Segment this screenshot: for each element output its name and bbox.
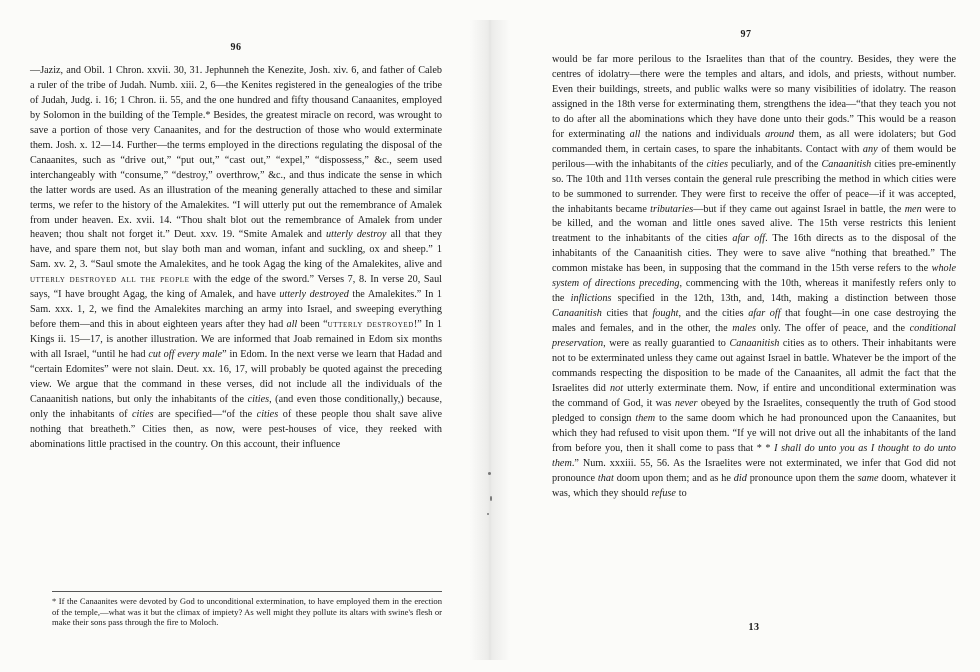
italic-text: never <box>674 397 698 409</box>
body-text-segment: been “ <box>297 319 328 331</box>
body-text-segment: specified in the 12th, 13th, and, 14th, making a distinction between those <box>611 293 956 305</box>
italic-text: cut off every male <box>148 349 223 361</box>
italic-text: I shall do unto you as I thought to do unto them <box>552 442 956 469</box>
body-text-segment: that fought—in one case destroying the males and females, and in the other, the <box>552 308 956 335</box>
body-text-segment: of them would be perilous—with the inhabitants of the <box>552 143 956 170</box>
ink-speck <box>488 472 491 475</box>
italic-text: inflictions <box>570 293 612 305</box>
body-text-segment: . The 16th directs as to the disposal of the inhabitants of the Canaanitish cities. They were to save alive “nothing that breathed.” The common mistake has been, in supposing that the command in the 15th verse refers to the <box>552 233 956 275</box>
italic-text: afar off <box>748 308 781 320</box>
right-page-body <box>552 53 956 502</box>
body-text-segment: cities pre-eminently so. The 10th and 11th verses contain the general rule prescribing the method in which cities were to be summoned to surrender. They were first to receive the offer of peace—if it was accepted, the inhabitants became <box>552 158 956 215</box>
body-text-segment: pronounce upon them the <box>746 472 858 484</box>
body-text-segment: , were as really guarantied to <box>603 338 730 350</box>
italic-text: cities <box>256 408 279 420</box>
body-text-segment: would be far more perilous to the Israelites than that of the country. Besides, they were the centres of idolatry—there were the temples and altars, and idols, and priests, without number. Even their buildings, streets, and public walks were so many visibilities of idolatry. The reason assigned in the 18th verse for exterminating them, strengthens the idea—“that they teach you not to do after all the abominations which they have done unto their gods.” This would be a reason for exterminating <box>552 54 956 140</box>
body-text-segment: , commencing with the 10th, whereas it manifestly refers only to the <box>552 278 957 305</box>
body-text-segment: !” In 1 Kings ii. 15—17, is another illustration. We are informed that Joab remained in Edom six months with all Israel, “until he had <box>30 319 442 361</box>
body-text-segment: to <box>675 487 687 499</box>
body-text-segment: ” in Edom. In the next verse we learn that Hadad and “certain Edomites” were not slain. Deut. xx. 16, 17, will probably be quoted against the preceding view. We argue that the command in these verses, did not include all the individuals of the Canaanitish nations, but only the inhabitants of the <box>30 349 442 405</box>
italic-text: cities <box>247 393 270 405</box>
italic-text: men <box>904 203 922 215</box>
italic-text: them <box>635 412 656 424</box>
italic-text: utterly destroy <box>326 229 387 241</box>
italic-text: that <box>597 472 614 484</box>
right-page <box>552 0 956 672</box>
body-text-segment: only. The offer of peace, and the <box>756 323 910 335</box>
body-text-segment: doom upon them; and as he <box>613 472 734 484</box>
italic-text: did <box>733 472 747 484</box>
left-page-body <box>30 64 442 453</box>
body-text-segment: cities that <box>601 308 653 320</box>
body-text-segment: cities as to others. Their inhabitants were not to be exterminated unless they came out against Israel in battle. Whatever be the import of the commands respecting the disposition to be made of the Canaanites, all admit the fact that the Israelites did <box>552 338 957 394</box>
italic-text: Canaanitish <box>552 308 602 320</box>
italic-text: cities <box>706 158 728 170</box>
italic-text: afar off <box>732 233 766 245</box>
italic-text: tributaries <box>650 203 694 215</box>
body-text-segment: of these people thou shalt save alive nothing that breatheth.” Cities then, as now, were pest-houses of vice, they reeked with abominations little practised in the country. On this account, their influence <box>30 408 442 450</box>
footnote-rule <box>52 591 442 592</box>
italic-text: same <box>857 472 879 484</box>
left-page-footnote: * If the Canaanites were devoted by God to unconditional extermination, to have employed them in the erection of the temple,—what was it but the climax of impiety? As well might they pollute its altars with swine's flesh or make their sons pass through the fire to Moloch. <box>52 596 442 628</box>
body-text-segment: are specified—“of the <box>153 408 257 420</box>
italic-text: fought <box>652 308 679 320</box>
italic-text: conditional preservation <box>552 323 956 350</box>
italic-text: cities <box>132 408 154 420</box>
body-text-segment: , and the cities <box>678 308 749 320</box>
left-page-number: 96 <box>230 42 242 53</box>
body-text-segment: obeyed by the Israelites, consequently the truth of God stood pledged to consign <box>552 397 956 424</box>
italic-text: not <box>610 382 624 394</box>
ink-speck <box>487 513 489 515</box>
body-text-segment: doom, whatever it was, which they should <box>552 472 956 499</box>
italic-text: all <box>286 319 298 331</box>
italic-text: around <box>765 128 795 140</box>
body-text-segment: with the edge of the sword.” Verses 7, 8. In verse 20, Saul says, “I have brought Agag, the king of Amalek, and have <box>30 274 443 301</box>
book-gutter <box>470 20 510 660</box>
left-page <box>30 0 442 672</box>
italic-text: utterly destroyed <box>279 289 349 301</box>
body-text-segment: all that they have, and spare them not, but slay both man and woman, infant and suckling, ox and sheep.” 1 Sam. xv. 2, 3. “Saul smote the Amalekites, and he took Agag the king of the Amalekites, alive and <box>30 229 442 271</box>
body-text-segment: peculiarly, and of the <box>727 158 822 170</box>
italic-text: Canaanitish <box>821 158 872 170</box>
signature-mark: 13 <box>748 622 760 633</box>
body-text-segment: —Jaziz, and Obil. 1 Chron. xxvii. 30, 31. Jephunneh the Kenezite, Josh. xiv. 6, and father of Caleb a ruler of the tribe of Judah. Numb. xiii. 2, 6—the Kenites registered in the genealogies of the tribe of Judah, Judg. i. 16; 1 Chron. ii. 55, and the one hundred and fifty thousand Canaanites, employed by Solomon in the building of the Temple.* Besides, the greatest miracle on record, was wrought to save a portion of those very Canaanites, and for the destruction of those who would exterminate them. Josh. x. 12—14. Further—the terms employed in the directions regulating the disposal of the Canaanites, such as “drive out,” “put out,” “cast out,” “expel,” “dispossess,” &c., seem used interchangeably with “consume,” “destroy,” overthrow,” &c., and thus indicate the sense in which the latter words are used. As an illustration of the meaning generally attached to these and similar terms, we refer to the history of the Amalekites. “I will utterly put out the remembrance of Amalek from under heaven. Ex. xvii. 14. “Thou shalt blot out the remembrance of Amalek from under heaven; thou shalt not forget it.” Deut. xxv. 19. “Smite Amalek and <box>30 65 442 241</box>
small-caps-text: utterly destroyed all the people <box>30 274 190 286</box>
italic-text: males <box>732 323 757 335</box>
italic-text: all <box>629 128 641 140</box>
body-text-segment: , (and even those conditionally,) because, only the inhabitants of <box>30 393 442 420</box>
right-page-number: 97 <box>740 29 752 40</box>
ink-speck <box>490 496 492 501</box>
body-text-segment: the nations and individuals <box>640 128 766 140</box>
body-text-segment: .” Num. xxxiii. 55, 56. As the Israelites were not exterminated, we infer that God did not pronounce <box>552 457 956 484</box>
body-text-segment: —but if they came out against Israel in battle, the <box>693 203 905 215</box>
body-text-segment: utterly exterminate them. Now, if entire and unconditional extermination was the command of God, it was <box>552 382 956 409</box>
body-text-segment: them, as all were idolaters; but God commanded them, in certain cases, to spare the inhabitants. Contact with <box>552 128 956 155</box>
italic-text: Canaanitish <box>729 338 780 350</box>
italic-text: refuse <box>651 487 676 499</box>
body-text-segment: were to be killed, and the woman and little ones saved alive. The 15th verse restricts this lenient treatment to the inhabitants of the cities <box>552 203 956 245</box>
body-text-segment: to the same doom which he had pronounced upon the Canaanites, but which they had refused to visit upon them. “If ye will not drive out all the inhabitants of the land from before you, then it shall come to pass that * * <box>552 412 956 454</box>
italic-text: any <box>862 143 878 155</box>
body-text-segment: the Amalekites.” In 1 Sam. xxx. 1, 2, we find the Amalekites marching an army into Israel, and sweeping everything before them—and this in about eighteen years after they had <box>30 289 442 331</box>
italic-text: whole system of directions preceding <box>552 263 956 290</box>
small-caps-text: utterly destroyed <box>327 319 414 331</box>
